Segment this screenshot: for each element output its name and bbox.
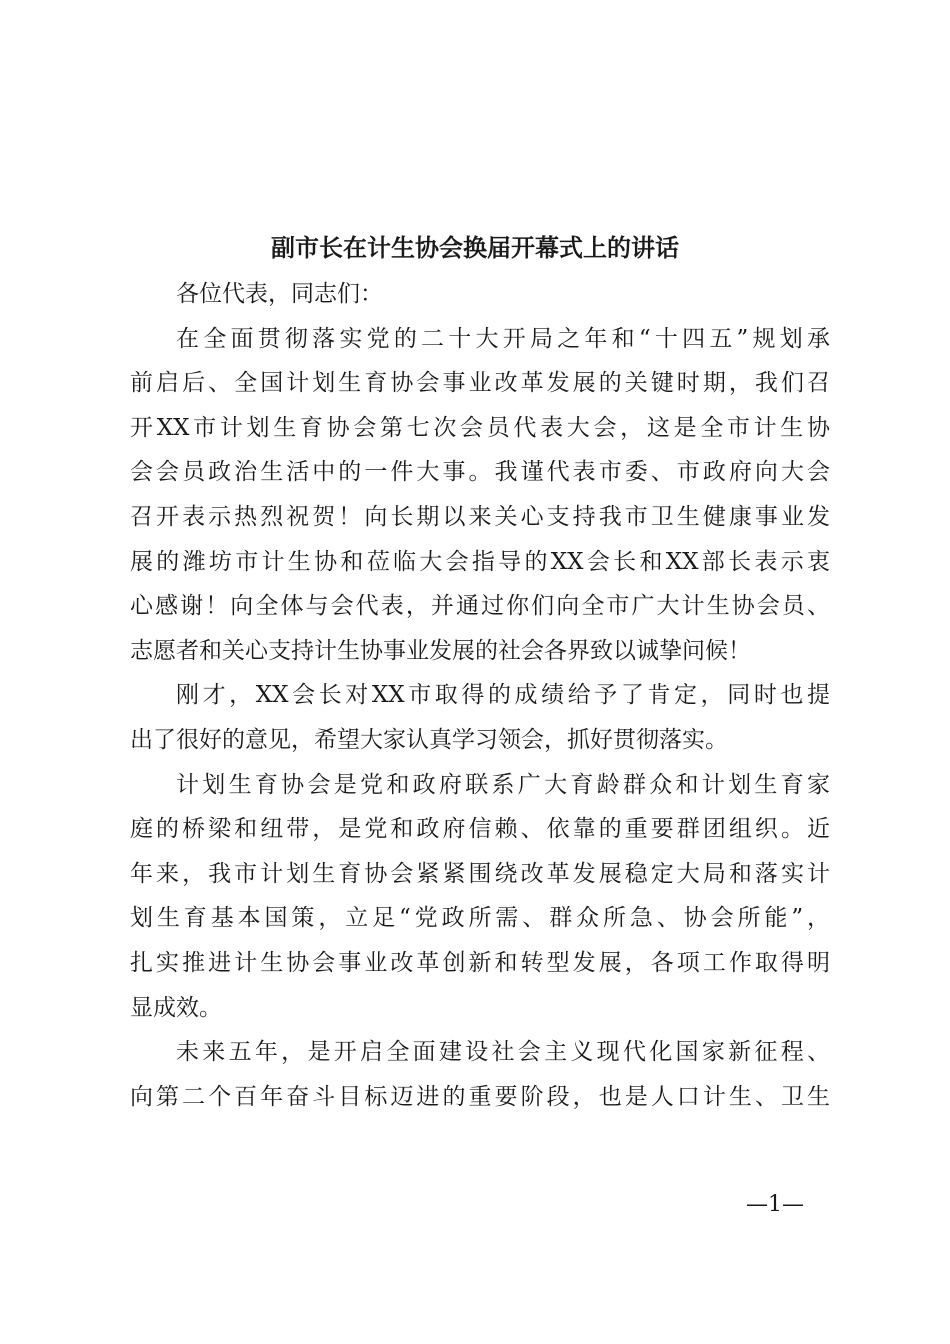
paragraph-2 (130, 673, 830, 762)
text-line: 出了很好的意见，希望大家认真学习领会，抓好贯彻落实。 (130, 726, 728, 753)
text-line: 扎实推进计生协会事业改革创新和转型发展，各项工作取得明 (130, 949, 830, 976)
text-line: 心感谢！向全体与会代表，并通过你们向全市广大计生协会员、 (130, 593, 830, 620)
paragraph-4 (130, 1030, 830, 1119)
text-line: 庭的桥梁和纽带，是党和政府信赖、依靠的重要群团组织。近 (130, 816, 830, 843)
text-line: 会会员政治生活中的一件大事。我谨代表市委、市政府向大会 (130, 459, 830, 486)
text-line: 志愿者和关心支持计生协事业发展的社会各界致以诚挚问候！ (130, 637, 751, 664)
paragraph-greeting (130, 272, 830, 317)
text-line: 开XX市计划生育协会第七次会员代表大会，这是全市计生协 (130, 414, 830, 441)
paragraph-3 (130, 763, 830, 1031)
text-line: 在全面贯彻落实党的二十大开局之年和“十四五”规划承 (176, 325, 830, 352)
paragraph-1 (130, 317, 830, 674)
text-line: 向第二个百年奋斗目标迈进的重要阶段，也是人口计生、卫生 (130, 1083, 830, 1110)
text-line: 展的潍坊市计生协和莅临大会指导的XX会长和XX部长表示衷 (130, 548, 830, 575)
text-line: 各位代表，同志们： (176, 281, 383, 307)
text-line: 计划生育协会是党和政府联系广大育龄群众和计划生育家 (176, 771, 830, 798)
text-line: 未来五年，是开启全面建设社会主义现代化国家新征程、 (176, 1039, 830, 1066)
document-body (130, 272, 830, 1119)
text-line: 召开表示热烈祝贺！向长期以来关心支持我市卫生健康事业发 (130, 503, 830, 530)
text-line: 划生育基本国策，立足“党政所需、群众所急、协会所能”， (130, 905, 830, 932)
text-line: 显成效。 (130, 994, 222, 1021)
page-number: —1— (746, 1192, 804, 1217)
document-title: 副市长在计生协会换届开幕式上的讲话 (271, 233, 679, 262)
text-line: 刚才，XX会长对XX市取得的成绩给予了肯定，同时也提 (176, 682, 830, 709)
text-line: 前启后、全国计划生育协会事业改革发展的关键时期，我们召 (130, 370, 830, 397)
text-line: 年来，我市计划生育协会紧紧围绕改革发展稳定大局和落实计 (130, 860, 830, 887)
